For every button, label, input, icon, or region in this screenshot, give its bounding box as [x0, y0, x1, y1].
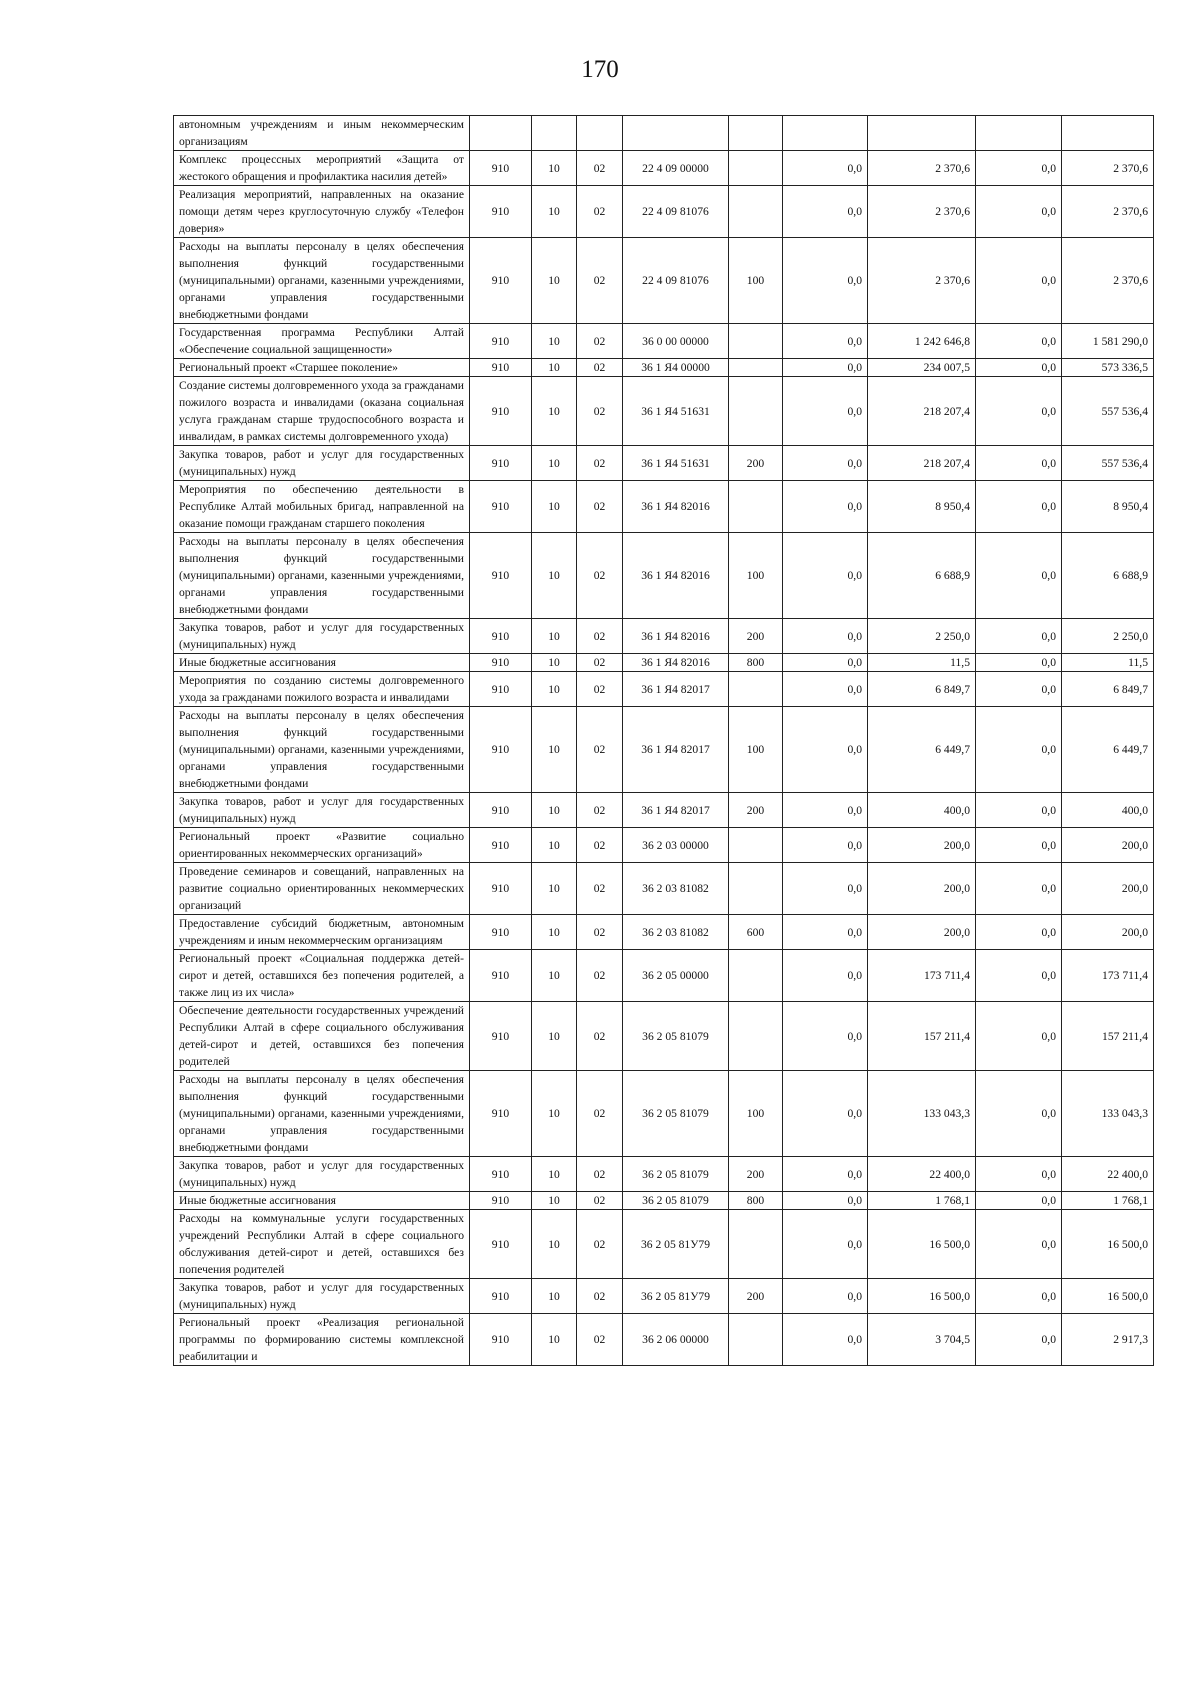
cell-amount-4: 11,5 — [1062, 654, 1154, 672]
cell-section: 10 — [532, 1192, 577, 1210]
table-row — [174, 793, 1154, 828]
cell-amount-2: 22 400,0 — [868, 1157, 976, 1192]
cell-name: Иные бюджетные ассигнования — [174, 654, 470, 672]
cell-amount-3: 0,0 — [976, 828, 1062, 863]
cell-amount-3: 0,0 — [976, 481, 1062, 533]
cell-amount-4: 173 711,4 — [1062, 950, 1154, 1002]
cell-expense-type — [729, 186, 783, 238]
cell-amount-1: 0,0 — [783, 654, 868, 672]
cell-subsection: 02 — [577, 1192, 623, 1210]
cell-admin-code: 910 — [470, 828, 532, 863]
cell-amount-1: 0,0 — [783, 915, 868, 950]
budget-table-body — [174, 116, 1154, 1366]
cell-amount-1: 0,0 — [783, 446, 868, 481]
cell-amount-3: 0,0 — [976, 377, 1062, 446]
cell-amount-3: 0,0 — [976, 707, 1062, 793]
cell-amount-1: 0,0 — [783, 950, 868, 1002]
cell-section — [532, 116, 577, 151]
cell-admin-code: 910 — [470, 863, 532, 915]
cell-amount-1: 0,0 — [783, 359, 868, 377]
cell-expense-type — [729, 1210, 783, 1279]
cell-subsection: 02 — [577, 707, 623, 793]
cell-amount-3: 0,0 — [976, 1002, 1062, 1071]
cell-amount-4: 133 043,3 — [1062, 1071, 1154, 1157]
table-row — [174, 1210, 1154, 1279]
cell-amount-2 — [868, 116, 976, 151]
cell-target-article: 36 1 Я4 00000 — [623, 359, 729, 377]
cell-section: 10 — [532, 672, 577, 707]
cell-amount-3: 0,0 — [976, 672, 1062, 707]
cell-subsection: 02 — [577, 950, 623, 1002]
cell-amount-1: 0,0 — [783, 377, 868, 446]
cell-section: 10 — [532, 828, 577, 863]
cell-amount-4: 2 250,0 — [1062, 619, 1154, 654]
cell-expense-type — [729, 863, 783, 915]
cell-name: Закупка товаров, работ и услуг для государственных (муниципальных) нужд — [174, 793, 470, 828]
cell-target-article: 36 1 Я4 82017 — [623, 793, 729, 828]
cell-subsection: 02 — [577, 1314, 623, 1366]
cell-admin-code: 910 — [470, 1279, 532, 1314]
cell-subsection: 02 — [577, 533, 623, 619]
cell-amount-2: 400,0 — [868, 793, 976, 828]
cell-expense-type: 200 — [729, 619, 783, 654]
cell-section: 10 — [532, 793, 577, 828]
cell-amount-2: 2 370,6 — [868, 151, 976, 186]
table-row — [174, 1279, 1154, 1314]
cell-amount-2: 234 007,5 — [868, 359, 976, 377]
cell-admin-code: 910 — [470, 186, 532, 238]
cell-amount-1: 0,0 — [783, 533, 868, 619]
cell-expense-type — [729, 1002, 783, 1071]
cell-amount-3: 0,0 — [976, 619, 1062, 654]
table-row — [174, 1002, 1154, 1071]
cell-target-article: 36 1 Я4 51631 — [623, 377, 729, 446]
cell-target-article: 36 2 05 81079 — [623, 1157, 729, 1192]
cell-admin-code: 910 — [470, 151, 532, 186]
cell-amount-4 — [1062, 116, 1154, 151]
cell-subsection: 02 — [577, 481, 623, 533]
cell-target-article: 36 2 03 00000 — [623, 828, 729, 863]
cell-target-article: 36 2 05 81У79 — [623, 1279, 729, 1314]
cell-subsection: 02 — [577, 151, 623, 186]
cell-target-article: 36 2 05 81079 — [623, 1192, 729, 1210]
cell-subsection: 02 — [577, 238, 623, 324]
cell-name: Региональный проект «Развитие социально ориентированных некоммерческих организаций» — [174, 828, 470, 863]
cell-section: 10 — [532, 1314, 577, 1366]
table-row — [174, 1157, 1154, 1192]
cell-amount-2: 1 242 646,8 — [868, 324, 976, 359]
cell-expense-type: 200 — [729, 1157, 783, 1192]
cell-amount-4: 6 849,7 — [1062, 672, 1154, 707]
cell-name: Мероприятия по созданию системы долговременного ухода за гражданами пожилого возраста и инвалидами — [174, 672, 470, 707]
cell-amount-3: 0,0 — [976, 915, 1062, 950]
cell-section: 10 — [532, 1071, 577, 1157]
cell-amount-4: 557 536,4 — [1062, 377, 1154, 446]
cell-section: 10 — [532, 359, 577, 377]
cell-target-article: 36 1 Я4 82017 — [623, 707, 729, 793]
cell-amount-3: 0,0 — [976, 533, 1062, 619]
cell-admin-code: 910 — [470, 1192, 532, 1210]
table-row — [174, 359, 1154, 377]
cell-amount-2: 8 950,4 — [868, 481, 976, 533]
cell-amount-3: 0,0 — [976, 1279, 1062, 1314]
table-row — [174, 116, 1154, 151]
cell-amount-2: 6 688,9 — [868, 533, 976, 619]
cell-amount-1: 0,0 — [783, 1279, 868, 1314]
cell-amount-3: 0,0 — [976, 186, 1062, 238]
cell-amount-3: 0,0 — [976, 359, 1062, 377]
cell-amount-2: 157 211,4 — [868, 1002, 976, 1071]
cell-name: Государственная программа Республики Алтай «Обеспечение социальной защищенности» — [174, 324, 470, 359]
cell-amount-2: 6 449,7 — [868, 707, 976, 793]
cell-expense-type: 200 — [729, 793, 783, 828]
cell-target-article: 36 0 00 00000 — [623, 324, 729, 359]
cell-expense-type: 600 — [729, 915, 783, 950]
table-row — [174, 654, 1154, 672]
cell-target-article: 36 2 03 81082 — [623, 915, 729, 950]
cell-amount-4: 2 370,6 — [1062, 151, 1154, 186]
table-row — [174, 1071, 1154, 1157]
cell-amount-1: 0,0 — [783, 1192, 868, 1210]
table-row — [174, 238, 1154, 324]
cell-section: 10 — [532, 1279, 577, 1314]
cell-section: 10 — [532, 654, 577, 672]
cell-amount-4: 1 768,1 — [1062, 1192, 1154, 1210]
cell-expense-type — [729, 828, 783, 863]
cell-amount-4: 22 400,0 — [1062, 1157, 1154, 1192]
cell-admin-code: 910 — [470, 377, 532, 446]
cell-admin-code: 910 — [470, 654, 532, 672]
cell-target-article: 36 1 Я4 51631 — [623, 446, 729, 481]
cell-target-article: 36 1 Я4 82017 — [623, 672, 729, 707]
cell-target-article: 36 1 Я4 82016 — [623, 619, 729, 654]
cell-name: Обеспечение деятельности государственных учреждений Республики Алтай в сфере социального обслуживания детей-сирот и детей, оставшихся без попечения родителей — [174, 1002, 470, 1071]
cell-target-article: 22 4 09 00000 — [623, 151, 729, 186]
cell-amount-3: 0,0 — [976, 654, 1062, 672]
cell-amount-1: 0,0 — [783, 481, 868, 533]
cell-name: Региональный проект «Реализация региональной программы по формированию системы комплексной реабилитации и — [174, 1314, 470, 1366]
cell-expense-type: 200 — [729, 1279, 783, 1314]
cell-section: 10 — [532, 533, 577, 619]
cell-amount-4: 16 500,0 — [1062, 1279, 1154, 1314]
table-row — [174, 863, 1154, 915]
cell-amount-2: 133 043,3 — [868, 1071, 976, 1157]
cell-expense-type — [729, 672, 783, 707]
cell-admin-code: 910 — [470, 238, 532, 324]
cell-amount-2: 218 207,4 — [868, 446, 976, 481]
cell-amount-1: 0,0 — [783, 238, 868, 324]
cell-section: 10 — [532, 238, 577, 324]
cell-amount-2: 173 711,4 — [868, 950, 976, 1002]
cell-expense-type: 800 — [729, 1192, 783, 1210]
cell-name: Расходы на выплаты персоналу в целях обеспечения выполнения функций государственными (муниципальными) органами, казенными учреждениями, органами управления государственными внебюджетными фондами — [174, 1071, 470, 1157]
budget-table — [173, 115, 1154, 1366]
cell-expense-type — [729, 377, 783, 446]
cell-name: Комплекс процессных мероприятий «Защита от жестокого обращения и профилактика насилия детей» — [174, 151, 470, 186]
cell-amount-1: 0,0 — [783, 793, 868, 828]
cell-admin-code: 910 — [470, 793, 532, 828]
cell-name: Закупка товаров, работ и услуг для государственных (муниципальных) нужд — [174, 1279, 470, 1314]
cell-target-article: 22 4 09 81076 — [623, 238, 729, 324]
cell-name: Расходы на выплаты персоналу в целях обеспечения выполнения функций государственными (муниципальными) органами, казенными учреждениями, органами управления государственными внебюджетными фондами — [174, 238, 470, 324]
cell-target-article: 36 1 Я4 82016 — [623, 533, 729, 619]
cell-amount-3: 0,0 — [976, 1157, 1062, 1192]
cell-target-article: 36 2 05 81079 — [623, 1002, 729, 1071]
cell-subsection: 02 — [577, 1210, 623, 1279]
cell-amount-4: 2 370,6 — [1062, 238, 1154, 324]
table-row — [174, 672, 1154, 707]
cell-target-article — [623, 116, 729, 151]
cell-amount-3: 0,0 — [976, 863, 1062, 915]
cell-amount-4: 200,0 — [1062, 863, 1154, 915]
cell-expense-type — [729, 324, 783, 359]
cell-subsection: 02 — [577, 654, 623, 672]
cell-amount-4: 200,0 — [1062, 915, 1154, 950]
cell-expense-type — [729, 151, 783, 186]
cell-subsection: 02 — [577, 672, 623, 707]
cell-amount-2: 218 207,4 — [868, 377, 976, 446]
cell-amount-3: 0,0 — [976, 446, 1062, 481]
cell-admin-code: 910 — [470, 1210, 532, 1279]
cell-amount-2: 200,0 — [868, 915, 976, 950]
cell-subsection: 02 — [577, 1071, 623, 1157]
cell-amount-2: 2 250,0 — [868, 619, 976, 654]
table-row — [174, 1192, 1154, 1210]
cell-admin-code: 910 — [470, 1157, 532, 1192]
cell-amount-4: 557 536,4 — [1062, 446, 1154, 481]
cell-amount-2: 16 500,0 — [868, 1210, 976, 1279]
cell-name: Региональный проект «Старшее поколение» — [174, 359, 470, 377]
cell-admin-code: 910 — [470, 1314, 532, 1366]
cell-amount-4: 157 211,4 — [1062, 1002, 1154, 1071]
cell-amount-1 — [783, 116, 868, 151]
cell-amount-4: 1 581 290,0 — [1062, 324, 1154, 359]
cell-subsection: 02 — [577, 619, 623, 654]
cell-subsection: 02 — [577, 377, 623, 446]
cell-target-article: 36 2 05 81079 — [623, 1071, 729, 1157]
cell-name: Создание системы долговременного ухода за гражданами пожилого возраста и инвалидами (оказана социальная услуга гражданам старше трудоспособного возраста и инвалидам, в рамках системы долговременного ухода) — [174, 377, 470, 446]
cell-target-article: 22 4 09 81076 — [623, 186, 729, 238]
cell-expense-type — [729, 1314, 783, 1366]
cell-section: 10 — [532, 446, 577, 481]
cell-amount-1: 0,0 — [783, 1314, 868, 1366]
cell-admin-code: 910 — [470, 446, 532, 481]
cell-amount-1: 0,0 — [783, 619, 868, 654]
cell-admin-code: 910 — [470, 1071, 532, 1157]
cell-amount-1: 0,0 — [783, 707, 868, 793]
table-row — [174, 619, 1154, 654]
table-row — [174, 828, 1154, 863]
cell-amount-4: 16 500,0 — [1062, 1210, 1154, 1279]
cell-section: 10 — [532, 151, 577, 186]
cell-amount-3: 0,0 — [976, 238, 1062, 324]
cell-amount-2: 2 370,6 — [868, 238, 976, 324]
cell-name: Региональный проект «Социальная поддержка детей-сирот и детей, оставшихся без попечения родителей, а также лиц из их числа» — [174, 950, 470, 1002]
cell-name: Расходы на выплаты персоналу в целях обеспечения выполнения функций государственными (муниципальными) органами, казенными учреждениями, органами управления государственными внебюджетными фондами — [174, 707, 470, 793]
cell-amount-3: 0,0 — [976, 1192, 1062, 1210]
cell-amount-3: 0,0 — [976, 1314, 1062, 1366]
cell-admin-code — [470, 116, 532, 151]
cell-amount-2: 1 768,1 — [868, 1192, 976, 1210]
cell-amount-3: 0,0 — [976, 793, 1062, 828]
cell-amount-3 — [976, 116, 1062, 151]
cell-amount-1: 0,0 — [783, 1002, 868, 1071]
cell-amount-1: 0,0 — [783, 151, 868, 186]
cell-admin-code: 910 — [470, 915, 532, 950]
cell-amount-2: 2 370,6 — [868, 186, 976, 238]
cell-subsection: 02 — [577, 1002, 623, 1071]
cell-admin-code: 910 — [470, 619, 532, 654]
table-row — [174, 324, 1154, 359]
cell-amount-2: 16 500,0 — [868, 1279, 976, 1314]
cell-expense-type: 800 — [729, 654, 783, 672]
cell-name: Закупка товаров, работ и услуг для государственных (муниципальных) нужд — [174, 446, 470, 481]
cell-subsection: 02 — [577, 915, 623, 950]
cell-section: 10 — [532, 1157, 577, 1192]
cell-subsection: 02 — [577, 1157, 623, 1192]
cell-admin-code: 910 — [470, 359, 532, 377]
cell-amount-4: 8 950,4 — [1062, 481, 1154, 533]
cell-name: Закупка товаров, работ и услуг для государственных (муниципальных) нужд — [174, 619, 470, 654]
cell-section: 10 — [532, 186, 577, 238]
table-row — [174, 533, 1154, 619]
cell-section: 10 — [532, 324, 577, 359]
cell-amount-1: 0,0 — [783, 828, 868, 863]
cell-name: Реализация мероприятий, направленных на оказание помощи детям через круглосуточную службу «Телефон доверия» — [174, 186, 470, 238]
cell-section: 10 — [532, 915, 577, 950]
table-row — [174, 481, 1154, 533]
cell-expense-type — [729, 116, 783, 151]
cell-amount-3: 0,0 — [976, 950, 1062, 1002]
cell-section: 10 — [532, 619, 577, 654]
cell-amount-1: 0,0 — [783, 863, 868, 915]
cell-amount-1: 0,0 — [783, 186, 868, 238]
cell-amount-1: 0,0 — [783, 1210, 868, 1279]
cell-amount-2: 6 849,7 — [868, 672, 976, 707]
cell-section: 10 — [532, 707, 577, 793]
cell-name: Предоставление субсидий бюджетным, автономным учреждениям и иным некоммерческим организациям — [174, 915, 470, 950]
cell-target-article: 36 2 05 81У79 — [623, 1210, 729, 1279]
cell-amount-4: 2 370,6 — [1062, 186, 1154, 238]
table-row — [174, 151, 1154, 186]
cell-amount-4: 573 336,5 — [1062, 359, 1154, 377]
cell-expense-type: 100 — [729, 707, 783, 793]
cell-amount-2: 200,0 — [868, 863, 976, 915]
cell-amount-2: 3 704,5 — [868, 1314, 976, 1366]
table-row — [174, 377, 1154, 446]
cell-subsection: 02 — [577, 446, 623, 481]
cell-expense-type: 100 — [729, 533, 783, 619]
cell-amount-1: 0,0 — [783, 1071, 868, 1157]
cell-name: Проведение семинаров и совещаний, направленных на развитие социально ориентированных некоммерческих организаций — [174, 863, 470, 915]
cell-name: Закупка товаров, работ и услуг для государственных (муниципальных) нужд — [174, 1157, 470, 1192]
cell-name: Иные бюджетные ассигнования — [174, 1192, 470, 1210]
cell-section: 10 — [532, 863, 577, 915]
table-row — [174, 446, 1154, 481]
cell-subsection: 02 — [577, 793, 623, 828]
cell-amount-1: 0,0 — [783, 1157, 868, 1192]
cell-admin-code: 910 — [470, 533, 532, 619]
cell-name: Расходы на коммунальные услуги государственных учреждений Республики Алтай в сфере социального обслуживания детей-сирот и детей, оставшихся без попечения родителей — [174, 1210, 470, 1279]
cell-target-article: 36 1 Я4 82016 — [623, 654, 729, 672]
cell-admin-code: 910 — [470, 324, 532, 359]
table-row — [174, 707, 1154, 793]
cell-subsection: 02 — [577, 359, 623, 377]
cell-amount-4: 400,0 — [1062, 793, 1154, 828]
cell-amount-2: 11,5 — [868, 654, 976, 672]
cell-amount-4: 6 688,9 — [1062, 533, 1154, 619]
cell-section: 10 — [532, 481, 577, 533]
cell-amount-4: 2 917,3 — [1062, 1314, 1154, 1366]
cell-target-article: 36 2 03 81082 — [623, 863, 729, 915]
cell-admin-code: 910 — [470, 707, 532, 793]
cell-expense-type — [729, 950, 783, 1002]
page-number: 170 — [581, 56, 619, 83]
table-row — [174, 186, 1154, 238]
cell-section: 10 — [532, 1210, 577, 1279]
cell-expense-type: 100 — [729, 1071, 783, 1157]
table-row — [174, 1314, 1154, 1366]
cell-target-article: 36 1 Я4 82016 — [623, 481, 729, 533]
cell-subsection — [577, 116, 623, 151]
cell-subsection: 02 — [577, 186, 623, 238]
cell-amount-4: 6 449,7 — [1062, 707, 1154, 793]
cell-amount-4: 200,0 — [1062, 828, 1154, 863]
cell-name: автономным учреждениям и иным некоммерческим организациям — [174, 116, 470, 151]
cell-target-article: 36 2 05 00000 — [623, 950, 729, 1002]
cell-name: Мероприятия по обеспечению деятельности в Республике Алтай мобильных бригад, направленной на оказание помощи гражданам старшего поколения — [174, 481, 470, 533]
cell-section: 10 — [532, 1002, 577, 1071]
cell-section: 10 — [532, 950, 577, 1002]
table-row — [174, 915, 1154, 950]
cell-subsection: 02 — [577, 324, 623, 359]
cell-amount-1: 0,0 — [783, 324, 868, 359]
cell-expense-type — [729, 481, 783, 533]
cell-expense-type: 100 — [729, 238, 783, 324]
cell-section: 10 — [532, 377, 577, 446]
cell-admin-code: 910 — [470, 1002, 532, 1071]
cell-admin-code: 910 — [470, 672, 532, 707]
cell-subsection: 02 — [577, 1279, 623, 1314]
cell-expense-type — [729, 359, 783, 377]
cell-amount-3: 0,0 — [976, 324, 1062, 359]
cell-expense-type: 200 — [729, 446, 783, 481]
cell-subsection: 02 — [577, 863, 623, 915]
cell-amount-3: 0,0 — [976, 151, 1062, 186]
cell-amount-3: 0,0 — [976, 1210, 1062, 1279]
cell-amount-1: 0,0 — [783, 672, 868, 707]
cell-name: Расходы на выплаты персоналу в целях обеспечения выполнения функций государственными (муниципальными) органами, казенными учреждениями, органами управления государственными внебюджетными фондами — [174, 533, 470, 619]
table-row — [174, 950, 1154, 1002]
cell-amount-3: 0,0 — [976, 1071, 1062, 1157]
cell-admin-code: 910 — [470, 950, 532, 1002]
cell-target-article: 36 2 06 00000 — [623, 1314, 729, 1366]
cell-amount-2: 200,0 — [868, 828, 976, 863]
cell-admin-code: 910 — [470, 481, 532, 533]
cell-subsection: 02 — [577, 828, 623, 863]
